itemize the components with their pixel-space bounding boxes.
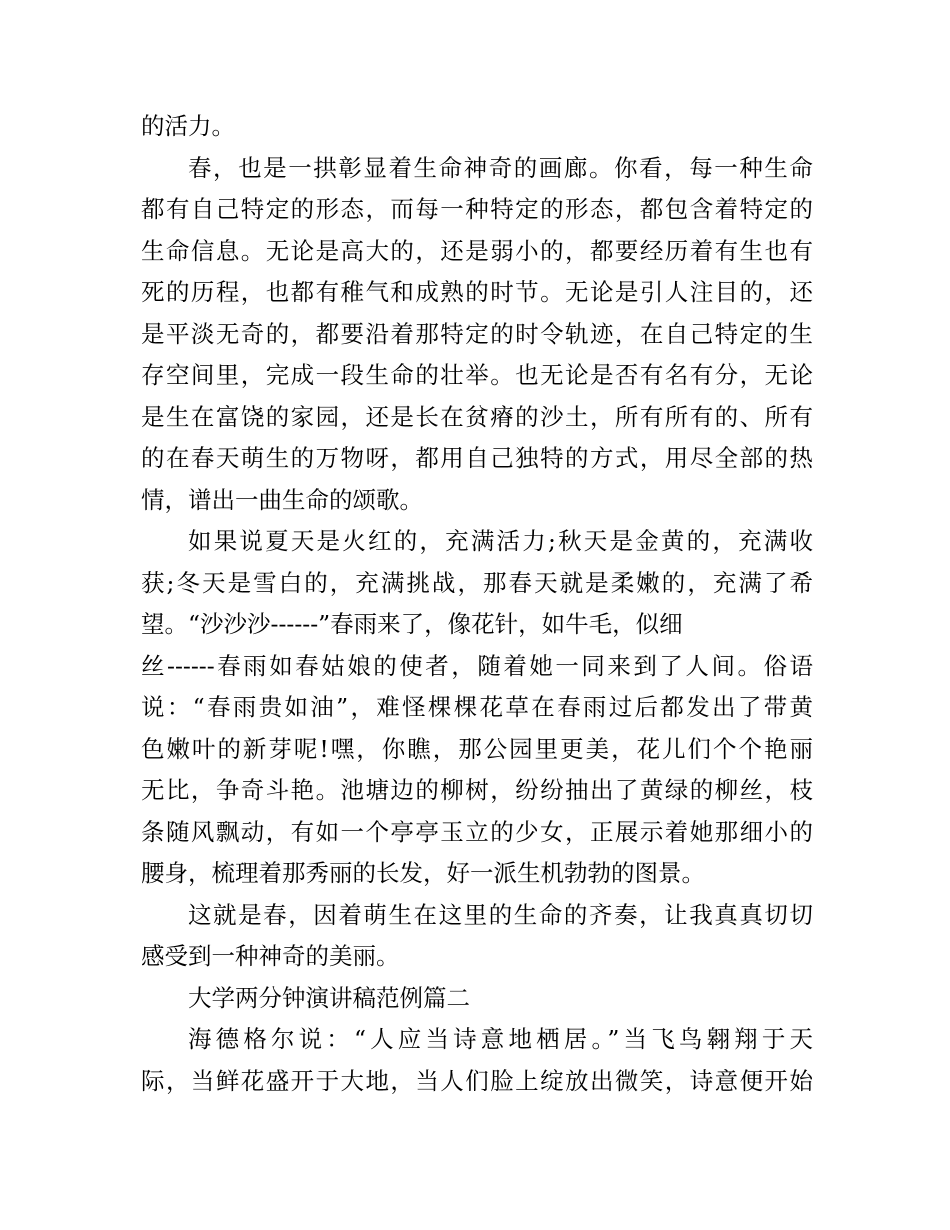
text-line: 获;冬天是雪白的，充满挑战，那春天就是柔嫩的，充满了希 <box>141 568 813 597</box>
text-line: 是平淡无奇的，都要沿着那特定的时令轨迹，在自己特定的生 <box>141 319 813 348</box>
text-line: 望。“沙沙沙------”春雨来了，像花针，如牛毛，似细 <box>141 610 683 638</box>
text-line: 是生在富饶的家园，还是长在贫瘠的沙土，所有所有的、所有 <box>141 402 813 431</box>
text-line: 生命信息。无论是高大的，还是弱小的，都要经历着有生也有 <box>141 236 813 265</box>
text-line: 无比，争奇斗艳。池塘边的柳树，纷纷抽出了黄绿的柳丝，枝 <box>141 776 813 804</box>
text-line: 如果说夏天是火红的，充满活力;秋天是金黄的，充满收 <box>188 527 813 555</box>
section-heading: 大学两分钟演讲稿范例篇二 <box>188 983 470 1012</box>
text-line: 情，谱出一曲生命的颂歌。 <box>141 485 423 514</box>
text-line: 丝------春雨如春姑娘的使者，随着她一同来到了人间。俗语 <box>141 651 813 680</box>
text-line: 死的历程，也都有稚气和成熟的时节。无论是引人注目的，还 <box>141 278 813 306</box>
text-line: 感受到一种神奇的美丽。 <box>141 942 400 970</box>
text-line: 都有自己特定的形态，而每一种特定的形态，都包含着特定的 <box>141 195 813 223</box>
text-line: 的活力。 <box>141 112 235 140</box>
text-line: 海德格尔说：“人应当诗意地栖居。”当飞鸟翱翔于天 <box>188 1025 813 1053</box>
text-line: 的在春天萌生的万物呀，都用自己独特的方式，用尽全部的热 <box>141 444 813 472</box>
text-line: 说：“春雨贵如油”，难怪棵棵花草在春雨过后都发出了带黄 <box>141 693 813 721</box>
text-line: 存空间里，完成一段生命的壮举。也无论是否有名有分，无论 <box>141 361 813 389</box>
text-line: 际，当鲜花盛开于大地，当人们脸上绽放出微笑，诗意便开始 <box>141 1066 813 1095</box>
text-line: 条随风飘动，有如一个亭亭玉立的少女，正展示着她那细小的 <box>141 817 813 846</box>
text-line: 春，也是一拱彰显着生命神奇的画廊。你看，每一种生命 <box>188 153 813 182</box>
text-line: 色嫩叶的新芽呢!嘿，你瞧，那公园里更美，花儿们个个艳丽 <box>141 734 813 763</box>
text-line: 这就是春，因着萌生在这里的生命的齐奏，让我真真切切 <box>188 900 813 929</box>
document-body <box>141 106 813 1102</box>
text-line: 腰身，梳理着那秀丽的长发，好一派生机勃勃的图景。 <box>141 859 705 887</box>
